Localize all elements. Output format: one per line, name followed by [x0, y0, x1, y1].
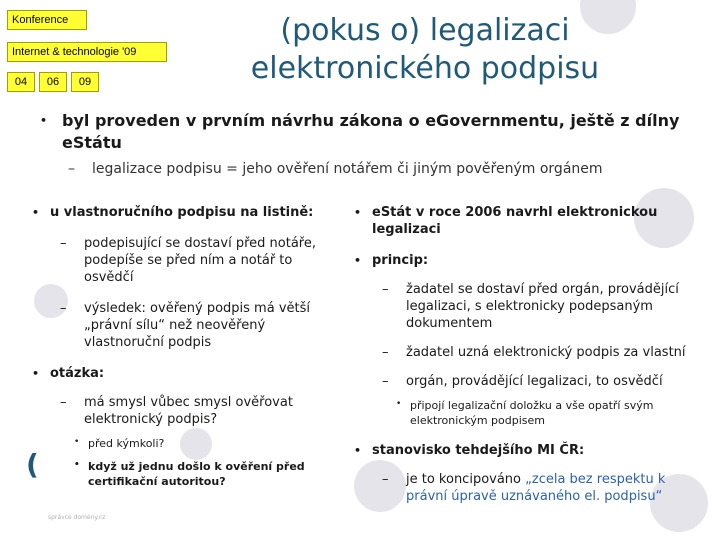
left-heading-question: • otázka:: [30, 365, 330, 382]
left-heading-signature: • u vlastnoručního podpisu na listině:: [30, 204, 330, 221]
date-month-tag: 06: [39, 72, 67, 92]
right-heading-ministry: • stanovisko tehdejšího MI ČR:: [352, 442, 692, 459]
top-bullet: • byl proveden v prvním návrhu zákona o eGovernmentu, ještě z dílny eStátu: [38, 110, 688, 154]
right-sub-clause: • připojí legalizační doložku a vše opatří svým elektronickým podpisem: [352, 398, 692, 428]
left-sub-result: – výsledek: ověřený podpis má větší „právní sílu“ než neověřený vlastnoruční podpis: [30, 300, 330, 351]
right-sub-certify: – orgán, provádějící legalizaci, to osvědčí: [352, 373, 692, 390]
date-year-tag: 09: [71, 72, 99, 92]
left-sub-question: – má smysl vůbec smysl ověřovat elektronický podpis?: [30, 394, 330, 428]
right-heading-estat: • eStát v roce 2006 navrhl elektronickou legalizaci: [352, 204, 692, 238]
left-question-anyone: • před kýmkoli?: [30, 436, 330, 451]
right-column: [352, 204, 692, 505]
left-sub-notary: – podepisující se dostaví před notáře, podepíše se před ním a notář to osvědčí: [30, 235, 330, 286]
right-quote-text: „zcela bez respektu k právní úpravě uznávaného el. podpisu“: [406, 472, 666, 504]
right-heading-principle: • princip:: [352, 252, 692, 269]
right-quote-prefix: je to koncipováno: [406, 472, 526, 487]
date-day-tag: 04: [7, 72, 35, 92]
left-column: [30, 204, 330, 489]
right-sub-quote: [352, 471, 692, 505]
top-section: [38, 110, 688, 178]
decor-paren: (: [26, 448, 39, 481]
top-sub-item: – legalizace podpisu = jeho ověření notářem či jiným pověřeným orgánem: [38, 160, 688, 178]
page-title: [190, 12, 660, 88]
right-sub-applicant: – žadatel se dostaví před orgán, provádějící legalizaci, s elektronicky podepsaným dokumentem: [352, 281, 692, 332]
event-tag: Internet & technologie '09: [7, 42, 167, 62]
title-line-2: elektronického podpisu: [250, 51, 600, 86]
right-sub-accept: – žadatel uzná elektronický podpis za vlastní: [352, 344, 692, 361]
footer-text: správce domény.cz: [48, 514, 106, 521]
title-line-1: (pokus o) legalizaci: [280, 13, 570, 48]
left-question-ca: • když už jednu došlo k ověření před certifikační autoritou?: [30, 459, 330, 489]
conference-tag: Konference: [7, 10, 87, 30]
